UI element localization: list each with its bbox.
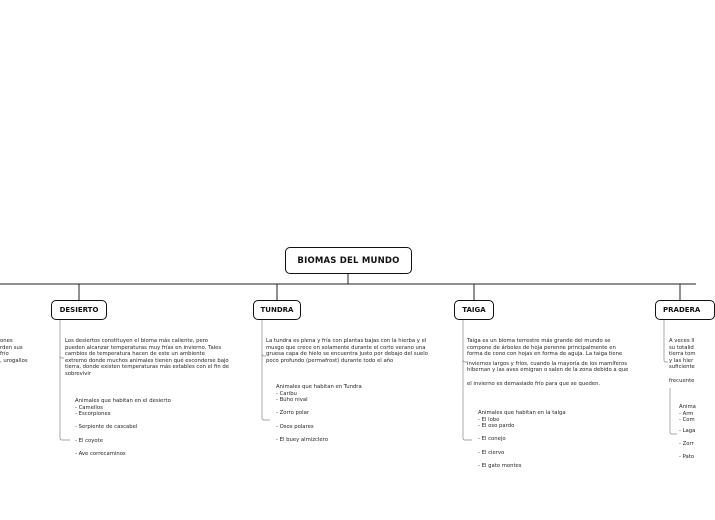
- taiga-animal: - El conejo: [478, 436, 506, 443]
- tundra-animals-title: Animales que habitan en Tundra: [276, 384, 362, 390]
- taiga-desc-line: Taiga es un bioma terrestre más grande del mundo se: [467, 338, 611, 344]
- pradera-desc-line: suficiente: [669, 364, 695, 371]
- tundra-description: [266, 338, 428, 364]
- tundra-animals: [276, 384, 362, 443]
- root-title: BIOMAS DEL MUNDO: [297, 255, 400, 266]
- taiga-animal: - El oso pardo: [478, 423, 515, 430]
- taiga-animals: [478, 410, 566, 469]
- pradera-animal: - Com: [679, 417, 695, 424]
- tundra-desc-line: gruesa capa de hielo se encuentra justo por debajo del suelo: [266, 351, 429, 358]
- pradera-animal: - Laga: [679, 427, 696, 434]
- taiga-animals-title: Animales que habitan en la taiga: [478, 410, 566, 416]
- taiga-node[interactable]: [454, 300, 494, 320]
- pradera-desc-line: frecuente: [669, 377, 695, 384]
- desierto-desc-line: tierra, donde existen temperaturas más estables con el fin de: [65, 364, 230, 371]
- pradera-desc-line: A veces ll: [669, 338, 695, 344]
- desierto-animal: - Ave correcaminos: [75, 450, 126, 457]
- pradera-animals: [679, 404, 696, 461]
- tundra-title: TUNDRA: [260, 306, 294, 314]
- taiga-desc-line: forma de cono con hojas en forma de aguja. La taiga tiene: [467, 351, 623, 358]
- pradera-desc-line: tierra tom: [669, 351, 696, 358]
- desierto-animals-title: Animales que habitan en el desierto: [75, 398, 171, 404]
- tundra-animal: - Zorro polar: [276, 410, 310, 417]
- tundra-animal: - Búho nival: [276, 397, 308, 404]
- root-node[interactable]: [285, 247, 412, 274]
- pradera-title: PRADERA: [663, 306, 701, 314]
- tundra-desc-line: musgo que crece en solamente durante el corto verano una: [266, 344, 426, 351]
- left-fragment-line: frío: [0, 351, 9, 358]
- tundra-animal: - El buey almizclero: [276, 436, 328, 443]
- tundra-desc-line: poco profundo (permafrost) durante todo el año: [266, 357, 394, 364]
- pradera-node[interactable]: [655, 300, 715, 320]
- desierto-description: [65, 338, 229, 378]
- pradera-desc-line: su totalid: [669, 344, 694, 351]
- taiga-description: [467, 338, 628, 387]
- tundra-animal: - Osos polares: [276, 423, 314, 430]
- tundra-node[interactable]: [253, 300, 301, 320]
- pradera-animal: - Arm: [679, 410, 694, 417]
- left-fragment-line: rden sus: [0, 344, 23, 351]
- desierto-animal: - Camellos: [75, 404, 103, 411]
- desierto-animal: - Serpiente de cascabel: [75, 424, 138, 431]
- desierto-desc-line: sobrevivir: [65, 370, 92, 377]
- taiga-animal: - El lobo: [478, 416, 500, 423]
- desierto-desc-line: Los desiertos constituyen el bioma más caliente, pero: [65, 338, 209, 344]
- pradera-animal: - Pato: [679, 454, 695, 461]
- taiga-desc-line: compone de árboles de hoja perenne principalmente en: [467, 344, 616, 351]
- desierto-desc-line: extremo donde muchos animales tienen qué esconderse bajo: [65, 357, 229, 364]
- desierto-node[interactable]: [51, 300, 107, 320]
- desierto-desc-line: cambios de temperatura hacen de este un ambiente: [65, 351, 205, 358]
- taiga-animal: - El gato montes: [478, 462, 522, 469]
- taiga-title: TAIGA: [462, 306, 486, 314]
- taiga-desc-line: el invierno es demasiado frío para que se queden.: [467, 380, 601, 387]
- left-fragment-line: ones: [0, 338, 13, 344]
- desierto-animal: - Escorpiones: [75, 411, 111, 418]
- taiga-desc-line: hibernan y las aves emigran o salen de la zona debido a que: [467, 367, 629, 374]
- desierto-animal: - El coyote: [75, 437, 103, 444]
- pradera-desc-line: y las hier: [669, 357, 694, 364]
- left-fragment-text: [0, 338, 28, 364]
- desierto-title: DESIERTO: [59, 306, 99, 314]
- taiga-animal: - El ciervo: [478, 449, 505, 456]
- tundra-animal: - Caribu: [276, 390, 297, 397]
- pradera-animals-title: Anima: [679, 404, 696, 410]
- pradera-description: [669, 338, 695, 384]
- desierto-desc-line: pueden alcanzar temperaturas muy frías en invierno. Tales: [65, 344, 222, 351]
- left-fragment-line: , urogallos: [0, 357, 28, 364]
- desierto-animals: [75, 398, 171, 457]
- taiga-desc-line: inviernos largos y fríos, cuando la mayoría de los mamíferos: [467, 360, 627, 367]
- pradera-animal: - Zorr: [679, 440, 694, 447]
- tundra-desc-line: La tundra es plena y fría con plantas bajas con la hierba y el: [266, 338, 427, 344]
